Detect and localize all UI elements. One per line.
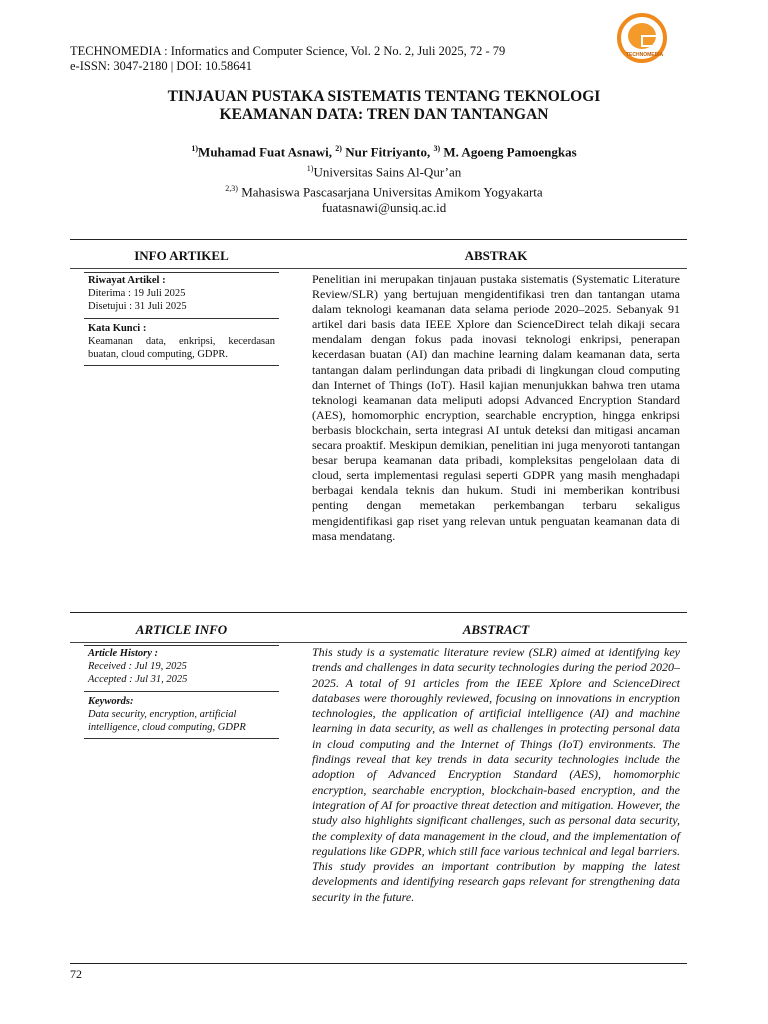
accepted-date: Disetujui : 31 Juli 2025 bbox=[88, 301, 187, 312]
article-info-heading: ARTICLE INFO bbox=[135, 622, 228, 637]
journal-logo bbox=[617, 13, 667, 63]
article-info-box-en bbox=[84, 645, 279, 739]
logo-text: TECHNOMEDIA bbox=[626, 52, 664, 58]
article-info-box bbox=[84, 272, 279, 366]
info-artikel-heading: INFO ARTIKEL bbox=[134, 248, 229, 263]
section-rule bbox=[70, 642, 687, 643]
keywords-list: Keamanan data, enkripsi, kecerdasan buatan, cloud computing, GDPR. bbox=[88, 336, 275, 360]
section-rule bbox=[70, 268, 687, 269]
abstract-text-en: This study is a systematic literature review (SLR) aimed at identifying key trends and challenges in data security technologies during the period 2020–2025. A total of 91 articles from the IEEE Xplore and ScienceDirect databases were thoroughly reviewed, focusing on innovations in encryption technologies, the application of artificial intelligence (AI) and machine learning in data security, as well as challenges in protecting personal data in cloud computing and the Internet of Things (IoT) environments. The findings reveal that key trends in data security technologies include the adoption of Advanced Encryption Standard (AES), homomorphic encryption, searchable encryption, blockchain-based encryption, and the integration of AI for proactive threat detection and mitigation. However, the study also highlights significant challenges, such as personal data security, the complexity of data management in the cloud, and the implementation of regulations like GDPR, which still face various technical and legal barriers. This study provides an important contribution by mapping the latest developments and identifying research gaps relevant for strengthening data security in the future. bbox=[312, 645, 680, 904]
author-block bbox=[70, 141, 698, 217]
history-label: Riwayat Artikel : bbox=[88, 275, 166, 286]
running-header bbox=[70, 44, 505, 74]
history-label: Article History : bbox=[88, 648, 158, 659]
keywords-label: Keywords: bbox=[88, 696, 134, 707]
author-email: fuatasnawi@unsiq.ac.id bbox=[321, 200, 447, 216]
paper-title: TINJAUAN PUSTAKA SISTEMATIS TENTANG TEKNOLOGI KEAMANAN DATA: TREN DAN TANTANGAN bbox=[167, 88, 601, 123]
abstrak-heading: ABSTRAK bbox=[464, 248, 528, 263]
section-rule bbox=[70, 612, 687, 613]
monitor-icon bbox=[628, 23, 656, 49]
page-number: 72 bbox=[70, 967, 82, 981]
received-date: Received : Jul 19, 2025 bbox=[88, 661, 187, 672]
affiliation-1: $^{1)}$Universitas Sains Al-Qur’an bbox=[306, 163, 462, 180]
abstract-text: Penelitian ini merupakan tinjauan pustaka sistematis (Systematic Literature Review/SLR) yang bertujuan mengidentifikasi tren dan tantangan utama dalam teknologi keamanan data selama periode 2020–2025. Sebanyak 91 artikel dari basis data IEEE Xplore dan ScienceDirect telah dikaji secara mendalam dengan fokus pada inovasi teknologi enkripsi, penerapan kecerdasan buatan (AI) dan machine learning dalam keamanan data, serta tantangan dalam perlindungan data pribadi di lingkungan cloud computing dan Internet of Things (IoT). Hasil kajian menunjukkan bahwa tren utama teknologi keamanan data meliputi adopsi Advanced Encryption Standard (AES), homomorphic encryption, searchable encryption, hingga enkripsi berbasis blockchain, serta integrasi AI untuk deteksi dan mitigasi ancaman secara proaktif. Meskipun demikian, penelitian ini juga menyoroti tantangan besar berupa keamanan data pribadi, kompleksitas pengelolaan data di cloud, serta implementasi regulasi seperti GDPR yang masih menghadapi berbagai kendala teknis dan hukum. Studi ini memberikan kontribusi penting dengan memetakan perkembangan terbaru sekaligus mengidentifikasi gap riset yang relevan untuk penguatan keamanan data di masa mendatang. bbox=[312, 272, 680, 543]
author-names: $^{1)}$Muhamad Fuat Asnawi, $^{2)}$ Nur Fitriyanto, $^{3)}$ M. Agoeng Pamoengkas bbox=[191, 144, 577, 160]
accepted-date: Accepted : Jul 31, 2025 bbox=[88, 674, 188, 685]
footer-rule bbox=[70, 963, 687, 964]
abstract-heading: ABSTRACT bbox=[462, 622, 530, 637]
journal-line: TECHNOMEDIA : Informatics and Computer Science, Vol. 2 No. 2, Juli 2025, 72 - 79 bbox=[70, 44, 506, 58]
keywords-list: Data security, encryption, artificial intelligence, cloud computing, GDPR bbox=[88, 709, 246, 733]
section-rule bbox=[70, 239, 687, 240]
keywords-label: Kata Kunci : bbox=[88, 323, 147, 334]
affiliation-2: $^{2,3)}$ Mahasiswa Pascasarjana Universitas Amikom Yogyakarta bbox=[225, 183, 543, 199]
received-date: Diterima : 19 Juli 2025 bbox=[88, 288, 186, 299]
issn-doi-line: e-ISSN: 3047-2180 | DOI: 10.58641 bbox=[70, 59, 253, 73]
